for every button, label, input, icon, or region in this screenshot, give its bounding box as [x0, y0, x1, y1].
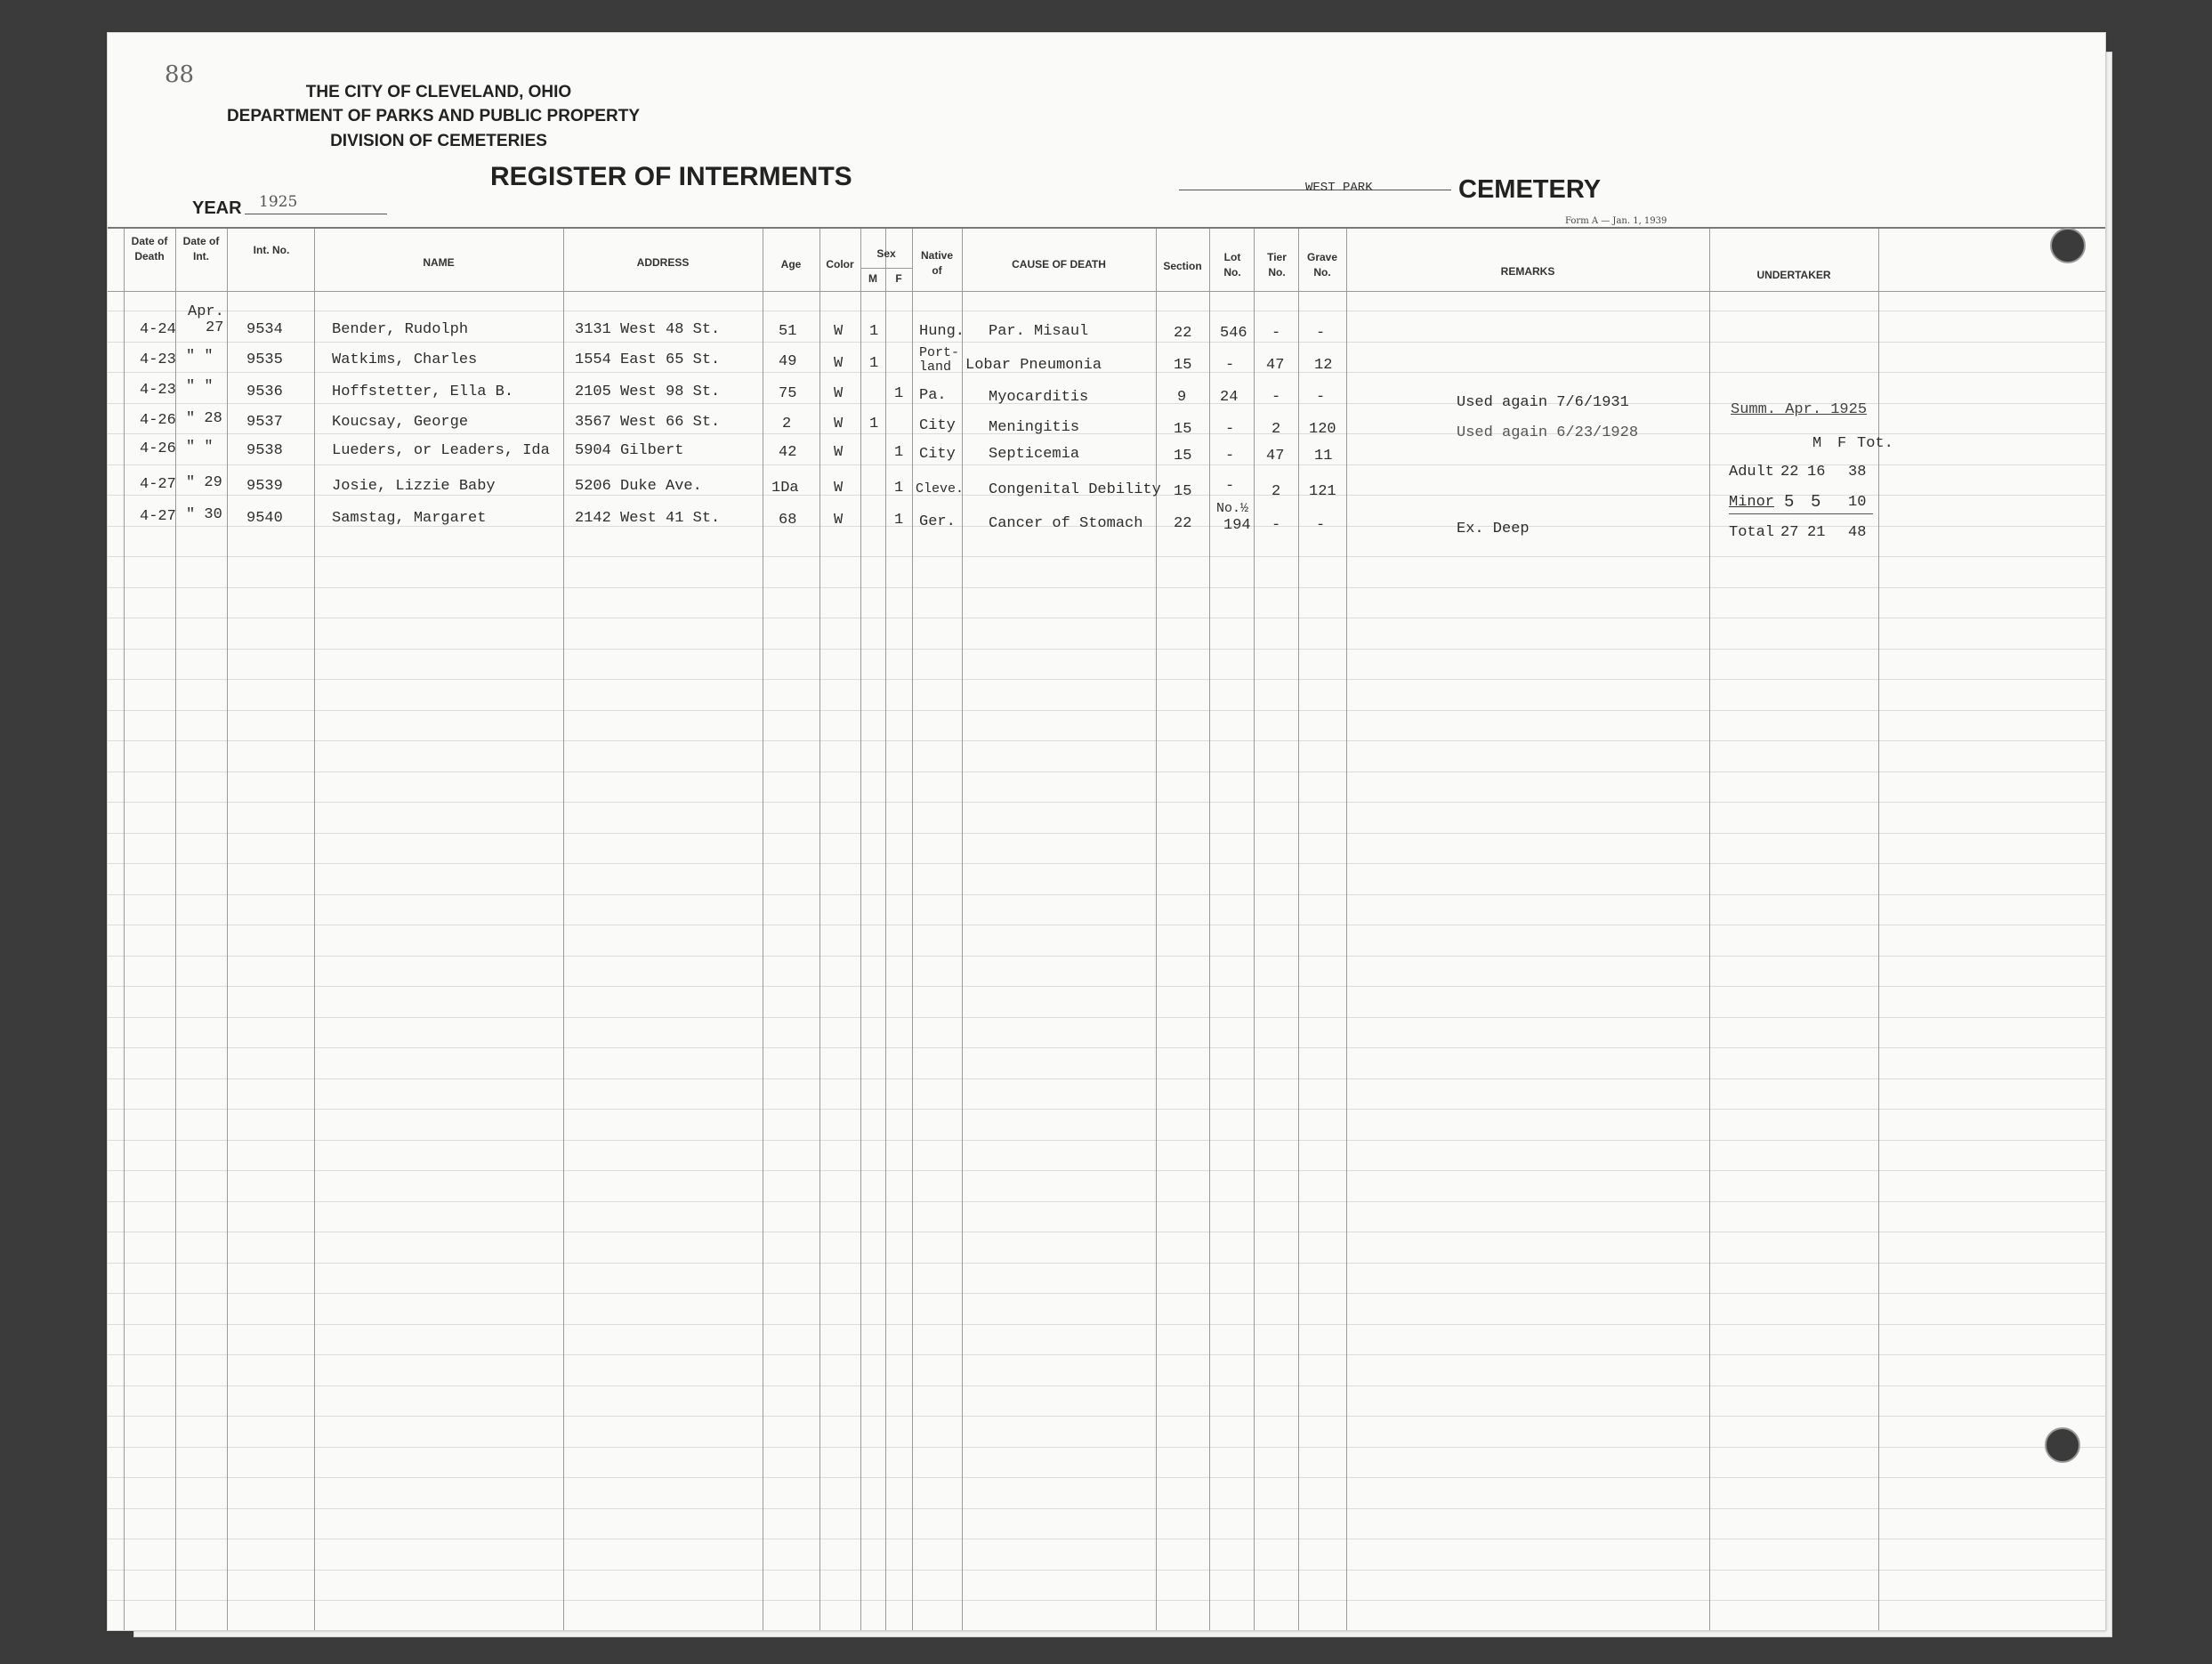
column-line: [1156, 229, 1157, 1631]
ruled-line: [108, 1170, 2105, 1171]
cell-date-death: 4-27: [140, 476, 176, 493]
cell-date-death: 4-24: [140, 321, 176, 338]
summary-total-m: 27: [1780, 524, 1799, 541]
ruled-line: [108, 1047, 2105, 1048]
col-native: Native of: [920, 249, 954, 277]
ruled-line: [108, 556, 2105, 557]
ruled-line: [108, 587, 2105, 588]
col-date-int: Date of Int.: [182, 235, 220, 263]
cell-address: 3131 West 48 St.: [575, 321, 721, 338]
ruled-line: [108, 771, 2105, 772]
summary-head-f: F: [1837, 435, 1847, 452]
cell-native: Hung.: [919, 323, 965, 340]
cell-lot: 546: [1220, 325, 1247, 342]
cell-address: 5904 Gilbert: [575, 442, 684, 459]
cell-lot: -: [1225, 357, 1235, 374]
cemetery-label: CEMETERY: [1458, 175, 1602, 204]
col-remarks: REMARKS: [1500, 265, 1555, 278]
summary-adult-m: 22: [1780, 464, 1799, 481]
col-date-death: Date of Death: [131, 235, 168, 263]
cell-grave: -: [1316, 517, 1326, 534]
cell-date-int: " 28: [186, 410, 222, 427]
cell-age: 49: [779, 353, 797, 370]
ruled-line: [108, 833, 2105, 834]
column-line: [912, 229, 913, 1631]
cell-name: Hoffstetter, Ella B.: [332, 384, 514, 400]
remark-used-again: Used again 7/6/1931: [1457, 394, 1629, 411]
year-value: 1925: [259, 193, 298, 211]
summary-underline: [1729, 513, 1873, 514]
ruled-line: [108, 1570, 2105, 1571]
cell-name: Josie, Lizzie Baby: [332, 478, 496, 495]
cell-sex-f: 1: [894, 444, 904, 461]
cell-cause: Lobar Pneumonia: [965, 357, 1102, 374]
cell-name: Lueders, or Leaders, Ida: [332, 442, 550, 459]
cell-int-no: 9539: [246, 478, 283, 495]
ruled-line: [108, 986, 2105, 987]
cell-sex-m: 1: [869, 323, 879, 340]
cell-age: 1Da: [771, 480, 799, 497]
cell-section: 22: [1174, 325, 1192, 342]
cell-address: 5206 Duke Ave.: [575, 478, 702, 495]
summary-minor-m: 5: [1784, 492, 1795, 512]
cell-address: 3567 West 66 St.: [575, 414, 721, 431]
cell-address: 2142 West 41 St.: [575, 510, 721, 527]
cell-name: Watkims, Charles: [332, 351, 478, 368]
cell-date-int: " 29: [186, 474, 222, 491]
ruled-line: [108, 649, 2105, 650]
sex-divider: [860, 268, 912, 269]
ruled-line: [108, 863, 2105, 864]
cell-section: 15: [1174, 448, 1192, 464]
cell-int-no: 9534: [246, 321, 283, 338]
cell-date-death: 4-23: [140, 382, 176, 399]
department-heading: DEPARTMENT OF PARKS AND PUBLIC PROPERTY: [226, 107, 641, 125]
ruled-line: [108, 1354, 2105, 1355]
ruled-line: [108, 710, 2105, 711]
column-line: [860, 229, 861, 1631]
cell-date-int-month: Apr.: [188, 303, 224, 320]
cell-cause: Congenital Debility: [989, 481, 1161, 498]
binder-hole: [2050, 228, 2086, 263]
header-rule-top: [108, 227, 2105, 229]
ruled-line: [108, 342, 2105, 343]
cell-cause: Par. Misaul: [989, 323, 1089, 340]
cell-native: Port-land: [919, 345, 960, 375]
cell-native: Cleve.: [916, 481, 965, 497]
ruled-line: [108, 1263, 2105, 1264]
cell-date-death: 4-27: [140, 508, 176, 525]
col-sex: Sex: [876, 247, 896, 260]
ruled-line: [108, 740, 2105, 741]
cell-color: W: [834, 355, 844, 372]
remark-used-again: Used again 6/23/1928: [1457, 424, 1639, 441]
cell-section: 15: [1174, 483, 1192, 500]
cell-native: City: [919, 446, 956, 463]
cell-native: Pa.: [919, 387, 947, 404]
column-line: [314, 229, 315, 1631]
cell-address: 2105 West 98 St.: [575, 384, 721, 400]
cell-color: W: [834, 480, 844, 497]
cell-native: City: [919, 417, 956, 434]
ruled-line: [108, 1078, 2105, 1079]
summary-minor-f: 5: [1811, 492, 1821, 512]
col-int-no: Int. No.: [253, 244, 290, 256]
cell-color: W: [834, 385, 844, 402]
ruled-line: [108, 1109, 2105, 1110]
ruled-line: [108, 894, 2105, 895]
col-color: Color: [826, 258, 854, 271]
cell-color: W: [834, 444, 844, 461]
cell-date-int: " 30: [186, 506, 222, 523]
ruled-line: [108, 1293, 2105, 1294]
col-address: ADDRESS: [636, 256, 690, 269]
binder-hole: [2045, 1427, 2080, 1463]
col-grave: Grave No.: [1306, 251, 1338, 279]
cell-section: 15: [1174, 357, 1192, 374]
ruled-line: [108, 1600, 2105, 1601]
ruled-line: [108, 1447, 2105, 1448]
column-line: [1254, 229, 1255, 1631]
year-label: YEAR: [192, 198, 242, 218]
ruled-line: [108, 802, 2105, 803]
column-line: [962, 229, 963, 1631]
cell-tier: -: [1271, 325, 1281, 342]
cell-date-int: " ": [186, 439, 214, 456]
cell-age: 42: [779, 444, 797, 461]
cell-tier: 47: [1266, 448, 1285, 464]
cell-tier: 47: [1266, 357, 1285, 374]
cemetery-name: WEST PARK: [1305, 181, 1373, 195]
column-line: [885, 229, 886, 1631]
cell-age: 51: [779, 323, 797, 340]
ruled-line: [108, 433, 2105, 434]
cell-cause: Cancer of Stomach: [989, 515, 1143, 532]
column-line: [819, 229, 820, 1631]
cell-grave: 121: [1309, 483, 1336, 500]
cell-cause: Meningitis: [989, 419, 1080, 436]
ruled-line: [108, 1017, 2105, 1018]
ruled-line: [108, 1508, 2105, 1509]
register-page: [107, 32, 2106, 1631]
ruled-line: [108, 679, 2105, 680]
cell-date-death: 4-26: [140, 412, 176, 429]
summary-title: Summ. Apr. 1925: [1731, 401, 1868, 418]
cell-int-no: 9536: [246, 384, 283, 400]
summary-minor-label: Minor: [1729, 494, 1775, 511]
col-undertaker: UNDERTAKER: [1756, 269, 1831, 281]
cell-lot: -: [1225, 478, 1235, 495]
column-line: [175, 229, 176, 1631]
column-line: [1709, 229, 1710, 1631]
cell-grave: 12: [1314, 357, 1333, 374]
summary-head-tot: Tot.: [1857, 435, 1893, 452]
cell-color: W: [834, 323, 844, 340]
summary-adult-f: 16: [1807, 464, 1826, 481]
cell-color: W: [834, 512, 844, 529]
col-cause: CAUSE OF DEATH: [1012, 258, 1106, 271]
cell-lot: 24: [1220, 389, 1239, 406]
cell-lot: -: [1225, 448, 1235, 464]
ruled-line: [108, 1385, 2105, 1386]
page-title: REGISTER OF INTERMENTS: [490, 162, 852, 191]
cell-name: Bender, Rudolph: [332, 321, 469, 338]
summary-minor-tot: 10: [1848, 494, 1867, 511]
ruled-line: [108, 1201, 2105, 1202]
cell-grave: -: [1316, 325, 1326, 342]
cell-section: 15: [1174, 421, 1192, 438]
ruled-line: [108, 1324, 2105, 1325]
cell-sex-m: 1: [869, 355, 879, 372]
column-line: [1298, 229, 1299, 1631]
col-sex-f: F: [895, 272, 902, 285]
col-name: NAME: [423, 256, 455, 269]
column-line: [1346, 229, 1347, 1631]
cell-date-int: " ": [186, 378, 214, 395]
col-lot: Lot No.: [1223, 251, 1241, 279]
cell-sex-f: 1: [894, 512, 904, 529]
cell-section: 9: [1177, 389, 1187, 406]
column-line: [227, 229, 228, 1631]
city-heading: THE CITY OF CLEVELAND, OHIO: [305, 83, 572, 101]
summary-adult-label: Adult: [1729, 464, 1775, 481]
ruled-line: [108, 464, 2105, 465]
cell-tier: -: [1271, 517, 1281, 534]
cell-int-no: 9535: [246, 351, 283, 368]
col-age: Age: [780, 258, 802, 271]
cell-section: 22: [1174, 515, 1192, 532]
summary-total-tot: 48: [1848, 524, 1867, 541]
summary-adult-tot: 38: [1848, 464, 1867, 481]
cell-color: W: [834, 416, 844, 432]
cell-grave: 11: [1314, 448, 1333, 464]
summary-head-m: M: [1812, 435, 1822, 452]
cell-sex-f: 1: [894, 480, 904, 497]
cell-date-death: 4-23: [140, 351, 176, 368]
ruled-line: [108, 1416, 2105, 1417]
col-sex-m: M: [868, 272, 877, 285]
form-label: Form A — Jan. 1, 1939: [1565, 216, 1667, 226]
cell-name: Samstag, Margaret: [332, 510, 487, 527]
cell-date-int: 27: [206, 319, 224, 336]
cell-age: 75: [779, 385, 797, 402]
column-line: [124, 229, 125, 1631]
cell-tier: -: [1271, 389, 1281, 406]
cell-sex-f: 1: [894, 385, 904, 402]
cell-grave: -: [1316, 389, 1326, 406]
cell-date-int: " ": [186, 348, 214, 365]
col-section: Section: [1163, 260, 1202, 272]
col-tier: Tier No.: [1267, 251, 1287, 279]
cell-native: Ger.: [919, 513, 956, 530]
cell-cause: Septicemia: [989, 446, 1080, 463]
header-rule-bottom: [108, 291, 2105, 292]
cell-address: 1554 East 65 St.: [575, 351, 721, 368]
cell-lot: 194: [1223, 517, 1251, 534]
cell-cause: Myocarditis: [989, 389, 1089, 406]
division-heading: DIVISION OF CEMETERIES: [330, 132, 547, 150]
ruled-line: [108, 1477, 2105, 1478]
cell-lot: -: [1225, 421, 1235, 438]
column-line: [1209, 229, 1210, 1631]
cell-age: 68: [779, 512, 797, 529]
remark-ex-deep: Ex. Deep: [1457, 521, 1530, 537]
ruled-line: [108, 1140, 2105, 1141]
cell-int-no: 9538: [246, 442, 283, 459]
cell-sex-m: 1: [869, 416, 879, 432]
page-number: 88: [165, 61, 195, 88]
cell-name: Koucsay, George: [332, 414, 469, 431]
cell-grave: 120: [1309, 421, 1336, 438]
ruled-line: [108, 372, 2105, 373]
summary-total-f: 21: [1807, 524, 1826, 541]
cell-int-no: 9540: [246, 510, 283, 527]
cell-int-no: 9537: [246, 414, 283, 431]
ruled-line: [108, 956, 2105, 957]
cell-date-death: 4-26: [140, 440, 176, 457]
column-line: [563, 229, 564, 1631]
cell-tier: 2: [1271, 421, 1281, 438]
cell-age: 2: [782, 416, 792, 432]
cell-tier: 2: [1271, 483, 1281, 500]
summary-total-label: Total: [1729, 524, 1775, 541]
cell-lot-prefix: No.½: [1216, 501, 1249, 516]
